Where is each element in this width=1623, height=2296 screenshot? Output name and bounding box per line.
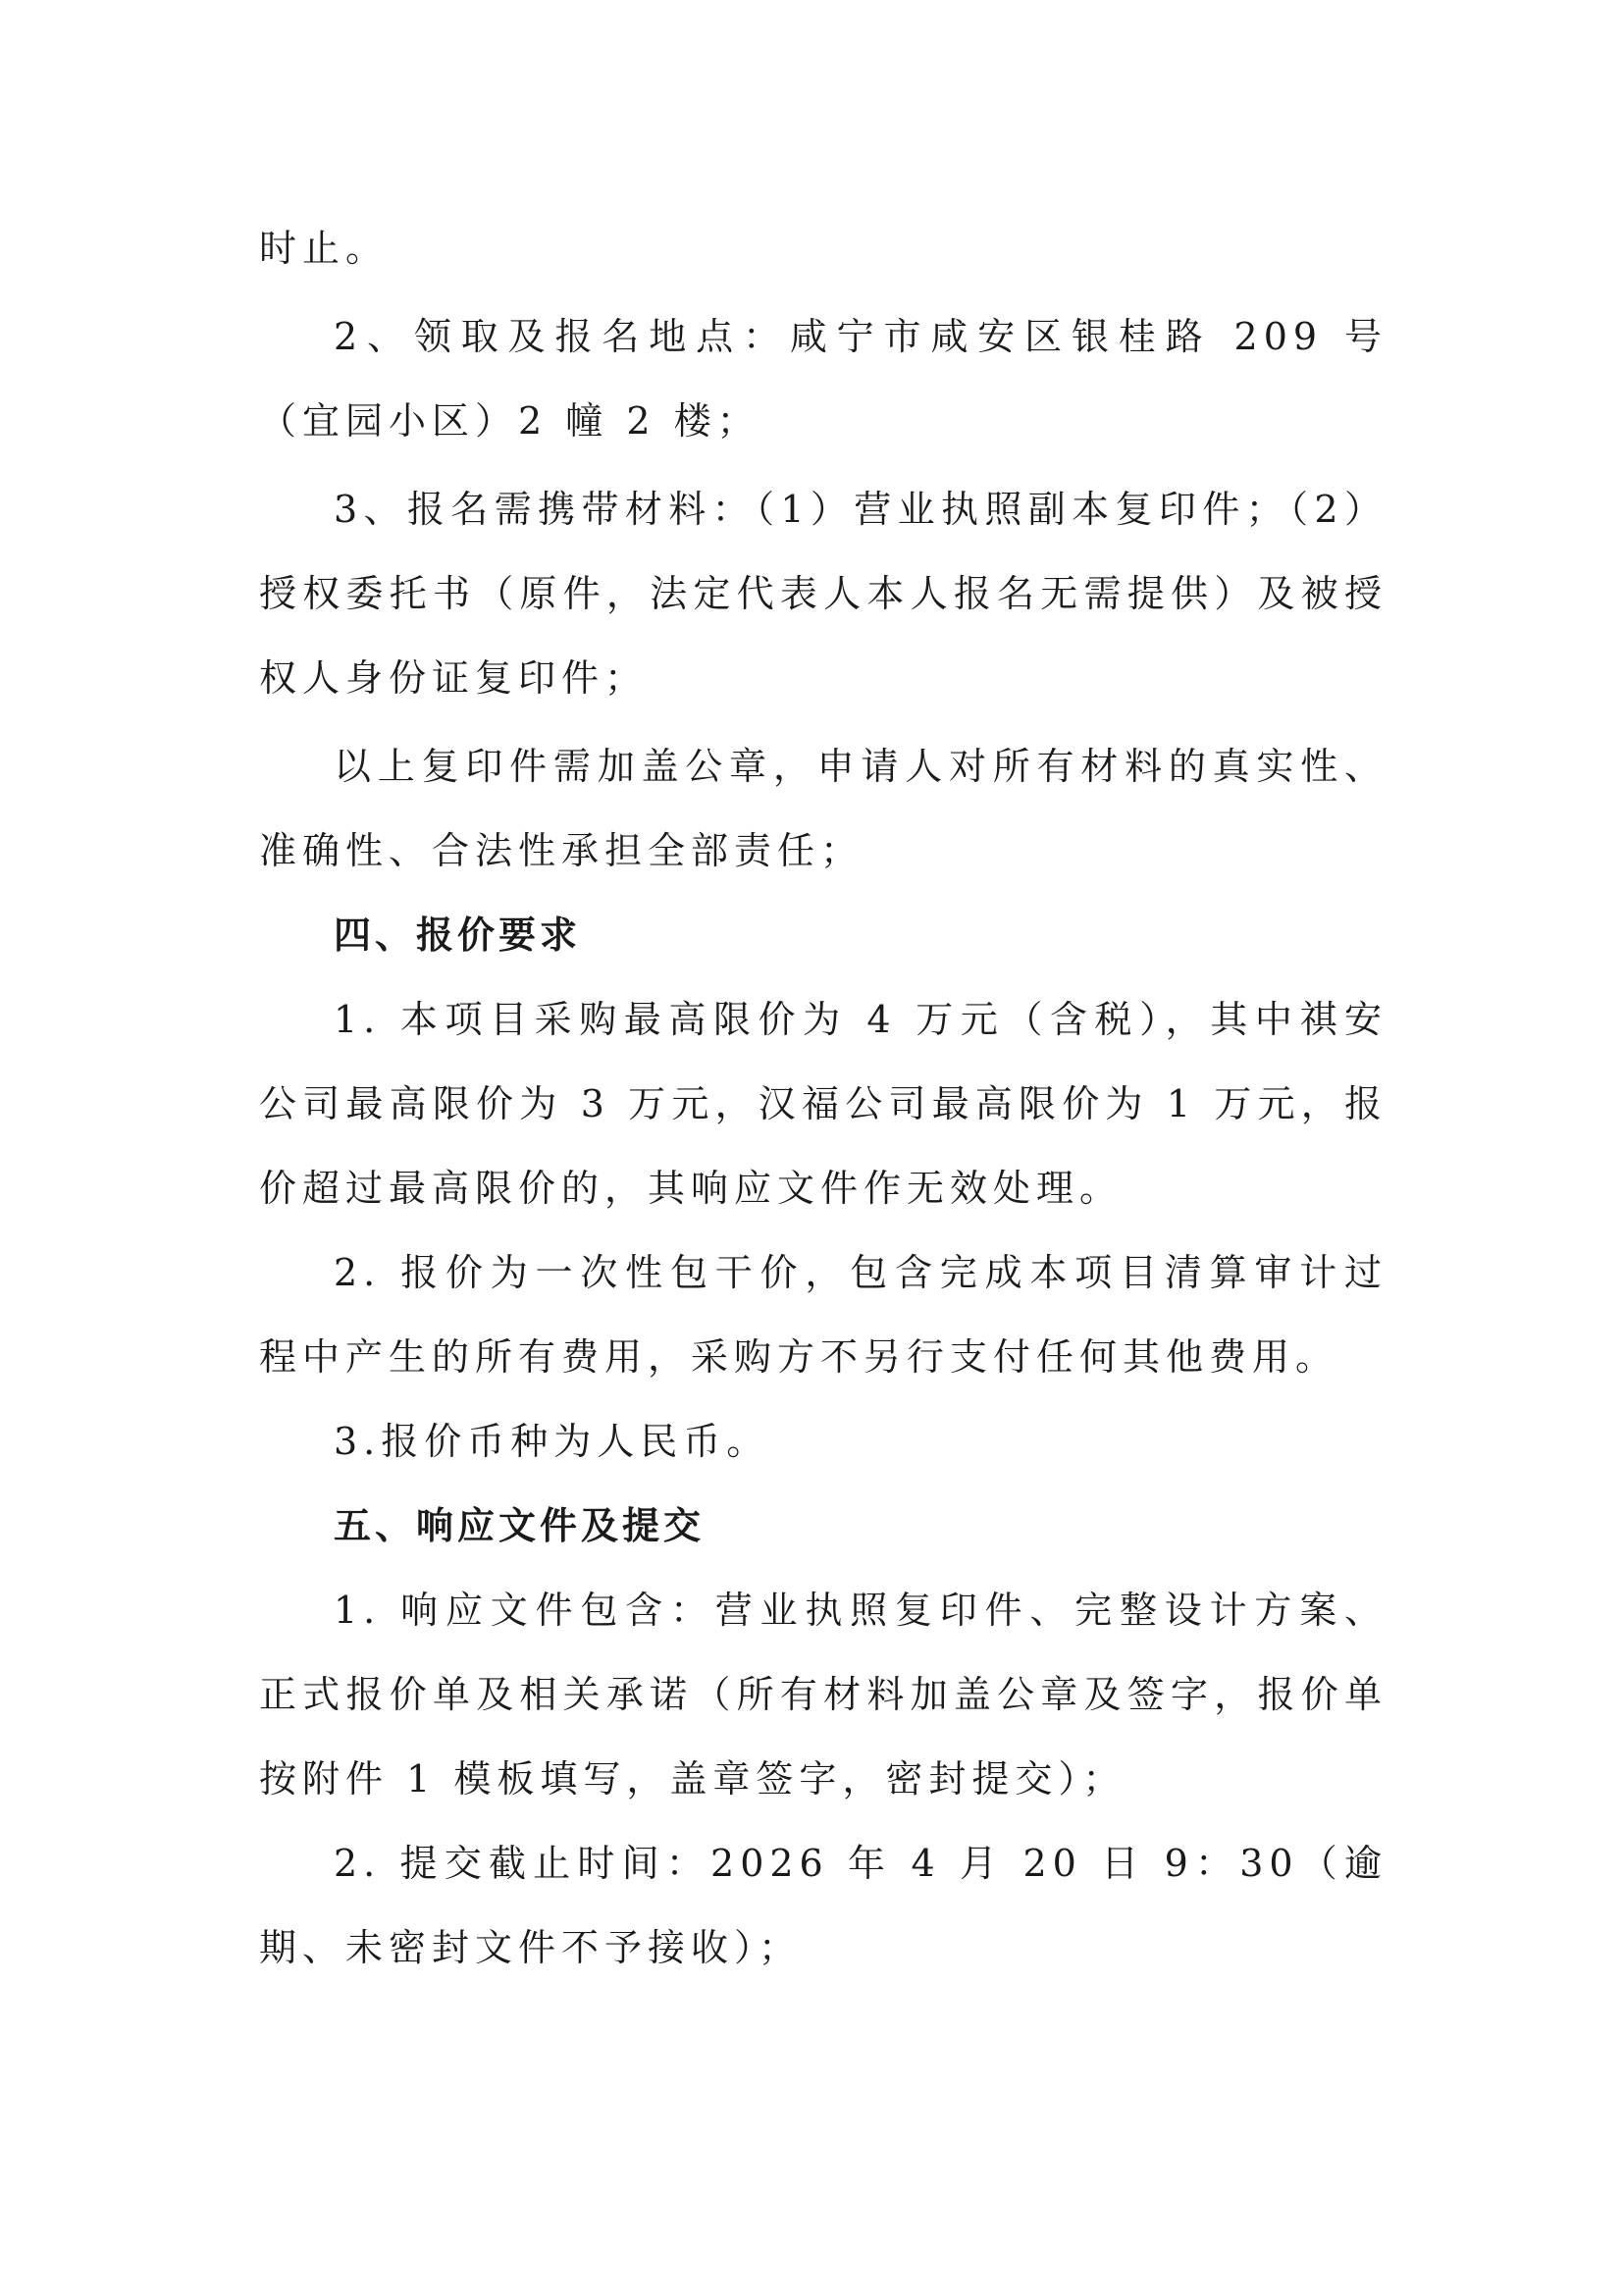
section-heading-submission: 五、响应文件及提交 — [334, 1504, 706, 1547]
section-heading-quotation: 四、报价要求 — [334, 913, 582, 957]
paragraph-currency: 3.报价币种为人民币。 — [334, 1420, 770, 1463]
document-body — [259, 206, 1387, 1990]
paragraph-continuation: 时止。 — [259, 227, 390, 270]
paragraph-deadline: 2. 提交截止时间：2026 年 4 月 20 日 9：30（逾期、未密封文件不予接收）； — [259, 1842, 1387, 1969]
paragraph-price-cap: 1. 本项目采购最高限价为 4 万元（含税），其中祺安公司最高限价为 3 万元，汉福公司最高限价为 1 万元，报价超过最高限价的，其响应文件作无效处理。 — [259, 998, 1387, 1210]
paragraph-response-contents: 1. 响应文件包含：营业执照复印件、完整设计方案、正式报价单及相关承诺（所有材料加盖公章及签字，报价单按附件 1 模板填写，盖章签字，密封提交）； — [259, 1589, 1387, 1800]
paragraph-registration-location: 2、领取及报名地点：咸宁市咸安区银桂路 209 号（宜园小区）2 幢 2 楼； — [259, 315, 1387, 443]
paragraph-lump-sum: 2. 报价为一次性包干价，包含完成本项目清算审计过程中产生的所有费用，采购方不另行支付任何其他费用。 — [259, 1251, 1387, 1379]
paragraph-copies-seal: 以上复印件需加盖公章，申请人对所有材料的真实性、准确性、合法性承担全部责任； — [259, 745, 1387, 872]
paragraph-registration-materials: 3、报名需携带材料：（1）营业执照副本复印件；（2）授权委托书（原件，法定代表人本人报名无需提供）及被授权人身份证复印件； — [259, 488, 1387, 700]
